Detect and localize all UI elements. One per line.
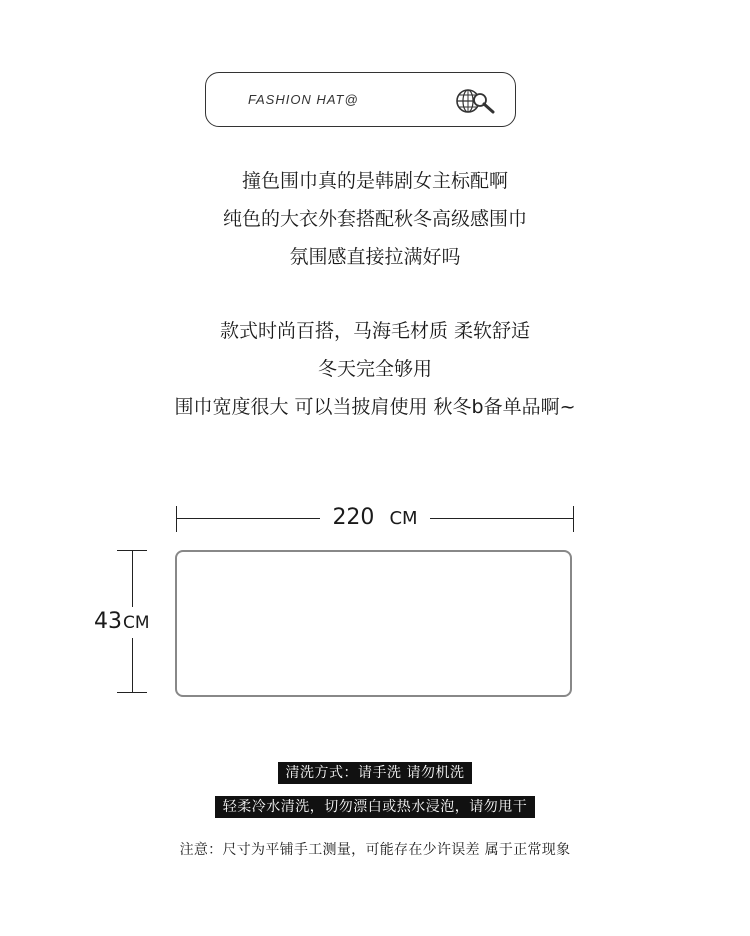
width-label (176, 503, 574, 534)
measurement-note: 注意：尺寸为平铺手工测量，可能存在少许误差 属于正常现象 (179, 842, 571, 858)
description-paragraph-1 (0, 162, 750, 276)
height-dimension (94, 550, 160, 693)
washing-method-text: 清洗方式：请手洗 请勿机洗 (278, 762, 473, 784)
description-line: 纯色的大衣外套搭配秋冬高级感围巾 (222, 208, 527, 230)
washing-instructions-text: 轻柔冷水清洗，切勿漂白或热水浸泡，请勿甩干 (215, 796, 536, 818)
description-line: 氛围感直接拉满好吗 (289, 246, 461, 268)
width-unit: CM (383, 508, 423, 529)
description-line: 撞色围巾真的是韩剧女主标配啊 (241, 170, 508, 192)
height-value: 43 (94, 609, 122, 634)
brand-text: FASHION HAT@ (248, 92, 359, 107)
description-line: 冬天完全够用 (317, 358, 432, 380)
height-label (94, 607, 150, 638)
width-dimension (176, 503, 574, 533)
width-value: 220 (326, 505, 380, 530)
washing-instructions (0, 796, 750, 818)
brand-badge (205, 72, 516, 127)
scarf-outline (175, 550, 572, 697)
description-paragraph-2 (0, 312, 750, 426)
globe-search-icon (455, 86, 497, 116)
description-line: 围巾宽度很大 可以当披肩使用 秋冬b备单品啊~ (174, 396, 576, 418)
description-line: 款式时尚百搭，马海毛材质 柔软舒适 (219, 320, 531, 342)
washing-method (0, 762, 750, 784)
height-unit: CM (123, 613, 150, 633)
